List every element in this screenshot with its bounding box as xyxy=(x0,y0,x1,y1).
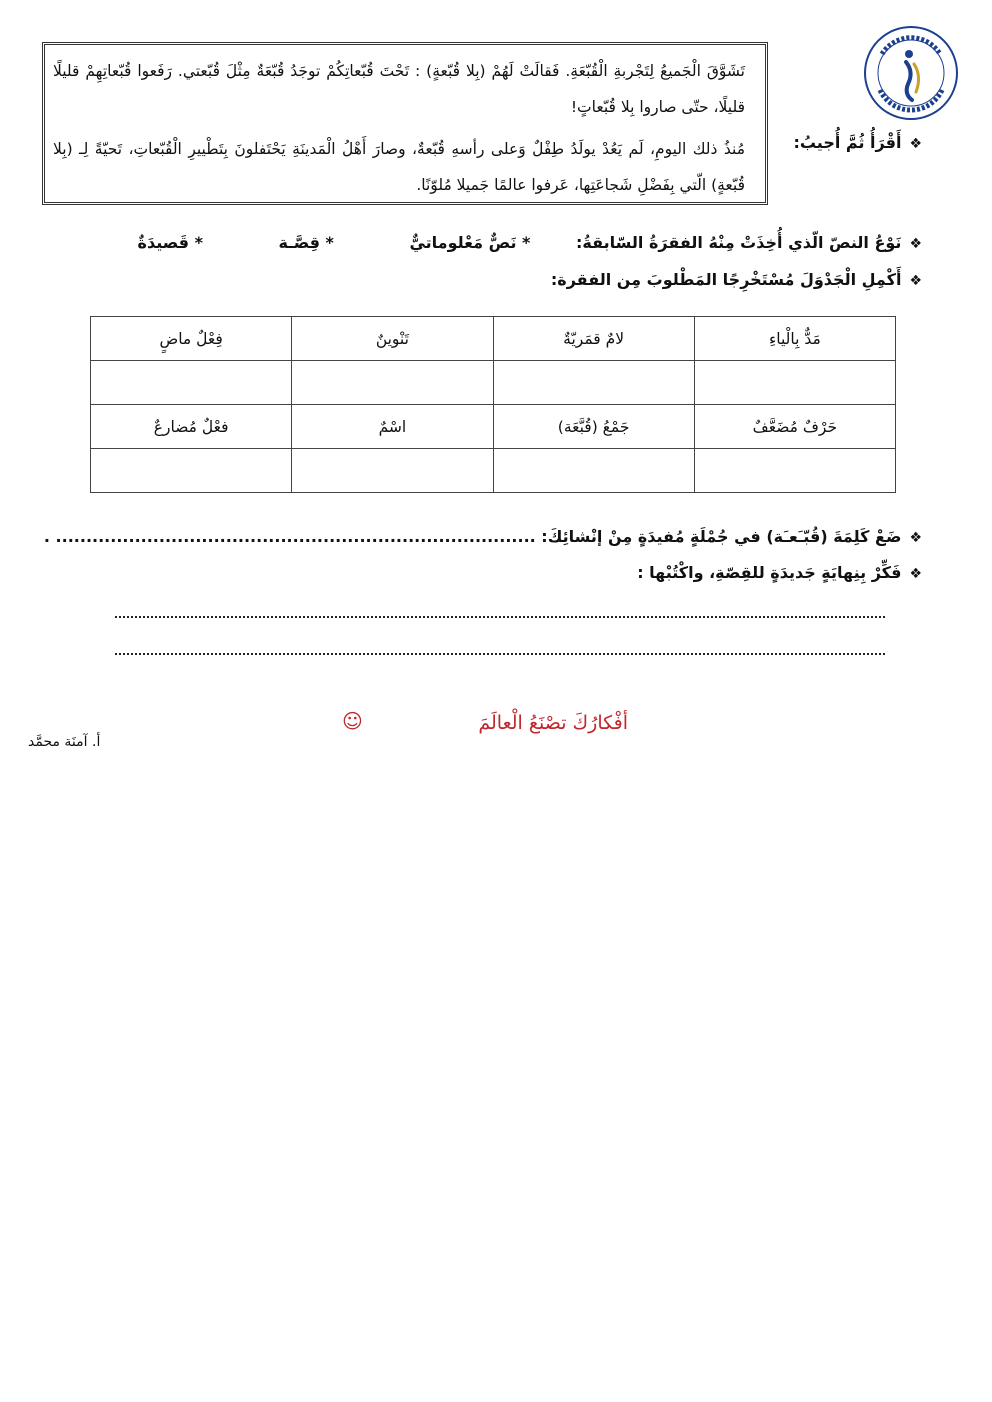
bullet-icon: ❖ xyxy=(909,136,922,152)
smiley-icon: ☺ xyxy=(342,709,363,733)
answer-cell[interactable] xyxy=(292,361,493,405)
bullet-icon: ❖ xyxy=(909,273,922,289)
instruction-read-answer: ❖أَقْرَأُ ثُمَّ أُجيبُ: xyxy=(793,133,922,152)
question-text-type: ❖نَوْعُ النصّ الّذي أُخِذَتْ مِنْهُ الفقرَةُ السّابقةُ: * نَصٌّ مَعْلوماتيٌّ * قِصَّـة * قَصيدَةٌ xyxy=(137,233,922,252)
bullet-icon: ❖ xyxy=(909,530,922,546)
table-cell: حَرْفٌ مُضَعَّفٌ xyxy=(694,405,895,449)
answer-cell[interactable] xyxy=(292,449,493,493)
question-complete-table: ❖أَكْمِلِ الْجَدْوَلَ مُسْتَخْرِجًا المَطْلوبَ مِن الفقرة: xyxy=(550,270,922,289)
table-cell: فعْلٌ مُضارعٌ xyxy=(91,405,292,449)
table-cell: جَمْعُ (قُبَّعَة) xyxy=(493,405,694,449)
answer-line-1[interactable] xyxy=(115,606,885,618)
option-poem[interactable]: * قَصيدَةٌ xyxy=(137,233,203,252)
table-cell: اسْمٌ xyxy=(292,405,493,449)
table-answer-row xyxy=(91,361,896,405)
answer-cell[interactable] xyxy=(493,361,694,405)
question-sentence: ❖ضَعْ كَلِمَةَ (قُبّـَعـَة) في جُمْلَةٍ مُفيدَةٍ مِنْ إنْشائِكَ: ............................................................................... . xyxy=(43,527,922,546)
answer-cell[interactable] xyxy=(91,449,292,493)
table-cell: مَدٌّ بِالْياءِ xyxy=(694,317,895,361)
passage-box xyxy=(42,42,768,205)
bullet-icon: ❖ xyxy=(909,566,922,582)
school-logo xyxy=(862,24,960,122)
answer-cell[interactable] xyxy=(493,449,694,493)
table-header-row xyxy=(91,405,896,449)
passage-paragraph-1: تَشَوَّقَ الْجَميعُ لِتَجْربةِ الْقُبّعَةِ. فَقالَتْ لَهُمْ (بِلا قُبّعةٍ) : تَحْتَ قُبّعاتِكُمْ توجَدُ قُبّعَةٌ مِثْلَ قُبّعتي. رَفَعوا قُبّعاتِهِمْ قليلًا قليلًا، حتّى صاروا بِلا قُبّعاتٍ! xyxy=(53,62,745,116)
answer-cell[interactable] xyxy=(694,361,895,405)
table-cell: فِعْلٌ ماضٍ xyxy=(91,317,292,361)
answer-cell[interactable] xyxy=(91,361,292,405)
motto: أفْكارُكَ تصْنَعُ الْعالَمَ xyxy=(478,712,628,734)
table-cell: لامٌ قمَريّةٌ xyxy=(493,317,694,361)
option-informational-text[interactable]: * نَصٌّ مَعْلوماتيٌّ xyxy=(409,233,531,252)
passage-paragraph-2: مُنذُ ذلك اليومِ، لَم يَعُدْ يولَدُ طِفْلٌ وَعلى رأسهِ قُبّعةٌ، وصارَ أَهْلُ الْمَدينَةِ يَحْتَفلونَ بِتَطْييرِ الْقُبّعاتِ، تَحيّةً لِـ (بِلا قُبّعةٍ) الّتي بِفَضْلِ شَجاعَتِها، عَرفوا عالمًا جَميلا مُلوّنًا. xyxy=(53,140,745,194)
question-new-ending: ❖فَكِّرْ بِنِهايَةٍ جَديدَةٍ للقِصّةِ، واكْتُبْها : xyxy=(637,563,922,582)
table-answer-row xyxy=(91,449,896,493)
teacher-name: أ. آمنَة محمَّد xyxy=(28,734,101,750)
option-story[interactable]: * قِصَّـة xyxy=(278,233,334,252)
bullet-icon: ❖ xyxy=(909,236,922,252)
table-header-row xyxy=(91,317,896,361)
answer-line-2[interactable] xyxy=(115,643,885,655)
extraction-table xyxy=(90,316,896,493)
table-cell: تَنْوينٌ xyxy=(292,317,493,361)
answer-cell[interactable] xyxy=(694,449,895,493)
